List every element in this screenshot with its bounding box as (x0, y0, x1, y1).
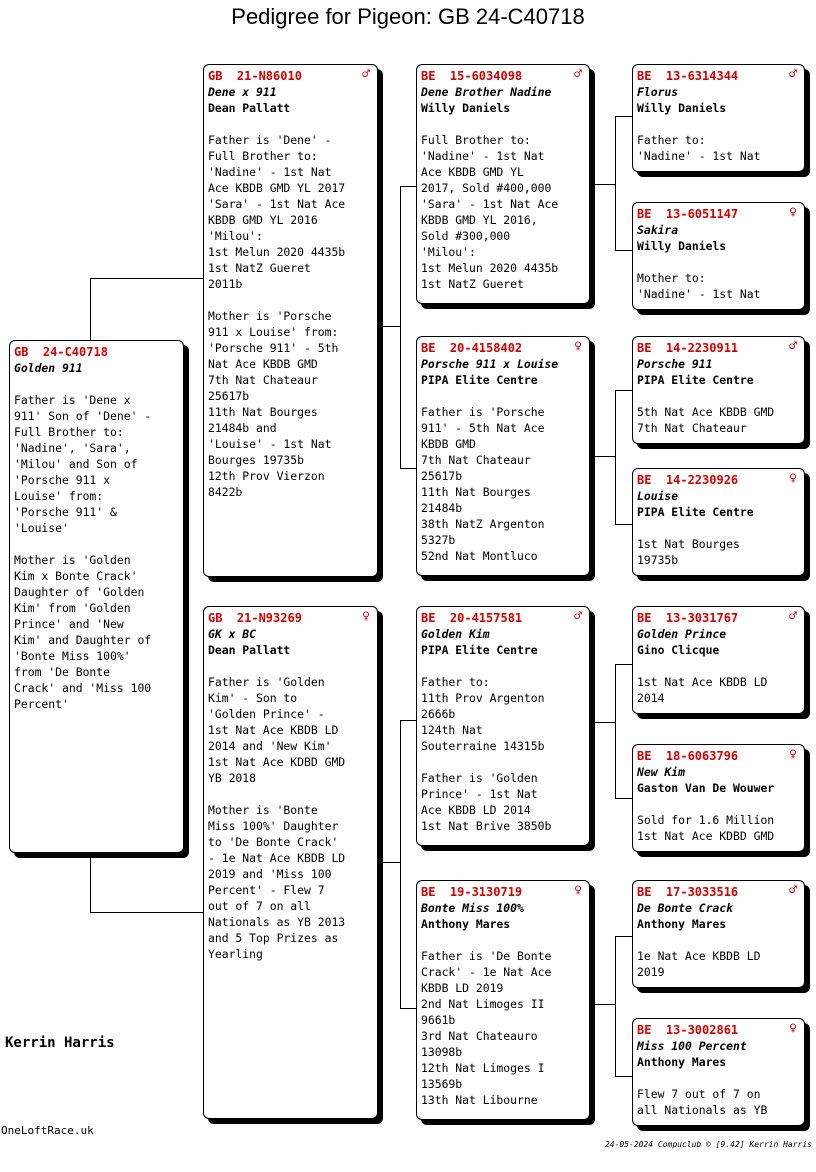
pigeon-name: Dene Brother Nadine (421, 85, 552, 99)
connector-line (615, 250, 632, 251)
pigeon-notes: Flew 7 out of 7 on all Nationals as YB (637, 1087, 768, 1117)
pigeon-notes: Father to: 'Nadine' - 1st Nat (637, 133, 761, 163)
male-icon: ♂ (789, 339, 797, 354)
male-icon: ♂ (789, 883, 797, 898)
pigeon-card-dam-sire-sire[interactable] (632, 606, 805, 714)
pigeon-name: Miss 100 Percent (637, 1039, 747, 1053)
pigeon-name: Louise (637, 489, 679, 503)
ring-number: BE 14-2230911 (637, 341, 739, 355)
ring-number: GB 24-C40718 (14, 345, 108, 359)
owner-name: Kerrin Harris (5, 1035, 115, 1051)
connector-line (590, 1004, 615, 1005)
pigeon-name: Porsche 911 (637, 357, 713, 371)
pigeon-card-sire-dam-dam[interactable] (632, 468, 805, 576)
connector-line (590, 456, 615, 457)
ring-number: BE 14-2230926 (637, 473, 739, 487)
pigeon-card-dam-dam-dam[interactable] (632, 1018, 805, 1126)
pigeon-name: GK x BC (208, 627, 257, 641)
breeder-name: Willy Daniels (421, 101, 511, 115)
pigeon-card-dam-sire-dam[interactable] (632, 744, 805, 852)
connector-line (615, 936, 632, 937)
pigeon-name: De Bonte Crack (637, 901, 734, 915)
connector-line (615, 936, 616, 1076)
pigeon-card-sire-sire[interactable] (416, 64, 590, 304)
breeder-name: Dean Pallatt (208, 101, 291, 115)
connector-line (378, 862, 400, 863)
breeder-name: PIPA Elite Centre (637, 373, 754, 387)
pigeon-notes: Father is 'Dene x 911' Son of 'Dene' - Full Brother to: 'Nadine', 'Sara', 'Milou' and Son of 'Porsche 911 x Louise' from: 'Porsche 911' & 'Louise' Mother is 'Golden Kim x Bonte Crack' Daughter of 'Golden Kim' from 'Golden Prince' and 'New Kim' and Daughter of 'Bonte Miss 100%' from 'De Bonte Crack' and 'Miss 100 Percent' (14, 393, 152, 711)
pigeon-card-sire-sire-dam[interactable] (632, 202, 805, 310)
connector-line (90, 278, 203, 279)
female-icon: ♀ (574, 883, 582, 898)
pigeon-notes: Father is 'Dene' - Full Brother to: 'Nadine' - 1st Nat Ace KBDB GMD YL 2017 'Sara' - 1st Nat Ace KBDB GMD YL 2016 'Milou': 1st Melun 2020 4435b 1st NatZ Gueret 2011b Mother is 'Porsche 911 x Louise' from: 'Porsche 911' - 5th Nat Ace KBDB GMD 7th Nat Chateaur 25617b 11th Nat Bourges 21484b and 'Louise' - 1st Nat Bourges 19735b 12th Prov Vierzon 8422b (208, 133, 346, 499)
connector-line (615, 664, 632, 665)
pigeon-notes: Father to: 11th Prov Argenton 2666b 124th Nat Souterraine 14315b Father is 'Golden Prince' - 1st Nat Ace KBDB LD 2014 1st Nat Brive 3850b (421, 675, 552, 833)
pigeon-notes: 5th Nat Ace KBDB GMD 7th Nat Chateaur (637, 405, 775, 435)
pigeon-notes: Father is 'Porsche 911' - 5th Nat Ace KBDB GMD 7th Nat Chateaur 25617b 11th Nat Bourges 21484b 38th NatZ Argenton 5327b 52nd Nat Montluco (421, 405, 545, 563)
male-icon: ♂ (789, 67, 797, 82)
pigeon-notes: Mother to: 'Nadine' - 1st Nat (637, 271, 761, 301)
pigeon-card-dam-sire[interactable] (416, 606, 590, 846)
pigeon-card-dam[interactable] (203, 606, 378, 1119)
pigeon-card-sire-sire-sire[interactable] (632, 64, 805, 172)
ring-number: GB 21-N93269 (208, 611, 302, 625)
ring-number: BE 13-6314344 (637, 69, 739, 83)
connector-line (615, 664, 616, 798)
breeder-name: PIPA Elite Centre (421, 643, 538, 657)
ring-number: BE 13-3002861 (637, 1023, 739, 1037)
connector-line (615, 798, 632, 799)
pigeon-name: Golden 911 (14, 361, 83, 375)
connector-line (378, 326, 400, 327)
pigeon-notes: 1st Nat Ace KBDB LD 2014 (637, 675, 768, 705)
pigeon-card-sire-dam-sire[interactable] (632, 336, 805, 444)
connector-line (400, 468, 416, 469)
breeder-name: Willy Daniels (637, 101, 727, 115)
pigeon-card-dam-dam[interactable] (416, 880, 590, 1120)
female-icon: ♀ (789, 471, 797, 486)
male-icon: ♂ (789, 609, 797, 624)
breeder-name: Anthony Mares (637, 1055, 727, 1069)
pigeon-name: Sakira (637, 223, 679, 237)
pigeon-name: Bonte Miss 100% (421, 901, 524, 915)
connector-line (400, 186, 416, 187)
breeder-name: PIPA Elite Centre (637, 505, 754, 519)
pigeon-card-sire[interactable] (203, 64, 378, 577)
connector-line (90, 856, 91, 912)
connector-line (400, 720, 401, 1008)
pigeon-card-dam-dam-sire[interactable] (632, 880, 805, 988)
connector-line (590, 722, 615, 723)
breeder-name: Dean Pallatt (208, 643, 291, 657)
connector-line (615, 116, 632, 117)
connector-line (590, 184, 615, 185)
pigeon-card-sire-dam[interactable] (416, 336, 590, 576)
connector-line (400, 720, 416, 721)
pigeon-name: Porsche 911 x Louise (421, 357, 559, 371)
breeder-name: Anthony Mares (421, 917, 511, 931)
pigeon-name: Golden Prince (637, 627, 727, 641)
pigeon-name: Golden Kim (421, 627, 490, 641)
connector-line (615, 390, 632, 391)
pigeon-name: Dene x 911 (208, 85, 277, 99)
connector-line (90, 912, 203, 913)
connector-line (400, 1008, 416, 1009)
pigeon-notes: 1e Nat Ace KBDB LD 2019 (637, 949, 761, 979)
female-icon: ♀ (789, 747, 797, 762)
male-icon: ♂ (574, 67, 582, 82)
pigeon-notes: Full Brother to: 'Nadine' - 1st Nat Ace KBDB GMD YL 2017, Sold #400,000 'Sara' - 1st Nat Ace KBDB GMD YL 2016, Sold #300,000 'Milou': 1st Melun 2020 4435b 1st NatZ Gueret (421, 133, 559, 291)
ring-number: BE 17-3033516 (637, 885, 739, 899)
connector-line (400, 186, 401, 468)
ring-number: BE 15-6034098 (421, 69, 523, 83)
ring-number: BE 13-6051147 (637, 207, 739, 221)
connector-line (615, 116, 616, 250)
pigeon-notes: 1st Nat Bourges 19735b (637, 537, 740, 567)
connector-line (615, 1076, 632, 1077)
page-title: Pedigree for Pigeon: GB 24-C40718 (231, 4, 585, 29)
breeder-name: Willy Daniels (637, 239, 727, 253)
connector-line (615, 390, 616, 524)
female-icon: ♀ (789, 205, 797, 220)
website-link[interactable]: OneLoftRace.uk (1, 1124, 94, 1137)
female-icon: ♀ (362, 609, 370, 624)
breeder-name: Anthony Mares (637, 917, 727, 931)
ring-number: BE 20-4158402 (421, 341, 523, 355)
pigeon-notes: Father is 'Golden Kim' - Son to 'Golden Prince' - 1st Nat Ace KBDB LD 2014 and 'New Kim' 1st Nat Ace KDBD GMD YB 2018 Mother is 'Bonte Miss 100%' Daughter to 'De Bonte Crack' - 1e Nat Ace KBDB LD 2019 and 'Miss 100 Percent' - Flew 7 out of 7 on all Nationals as YB 2013 and 5 Top Prizes as Yearling (208, 675, 346, 961)
male-icon: ♂ (574, 609, 582, 624)
pigeon-notes: Father is 'De Bonte Crack' - 1e Nat Ace KBDB LD 2019 2nd Nat Limoges II 9661b 3rd Nat Chateauro 13098b 12th Nat Limoges I 13569b 13th Nat Libourne (421, 949, 552, 1107)
ring-number: BE 19-3130719 (421, 885, 523, 899)
pigeon-name: New Kim (637, 765, 686, 779)
pigeon-name: Florus (637, 85, 679, 99)
breeder-name: Gaston Van De Wouwer (637, 781, 775, 795)
ring-number: GB 21-N86010 (208, 69, 302, 83)
footer-text: 24-05-2024 Compuclub © [9.42] Kerrin Harris (604, 1140, 812, 1149)
connector-line (615, 524, 632, 525)
ring-number: BE 13-3031767 (637, 611, 739, 625)
female-icon: ♀ (789, 1021, 797, 1036)
pigeon-card-subject[interactable] (9, 340, 184, 853)
breeder-name: PIPA Elite Centre (421, 373, 538, 387)
connector-line (90, 278, 91, 340)
female-icon: ♀ (574, 339, 582, 354)
pigeon-notes: Sold for 1.6 Million 1st Nat Ace KDBD GMD (637, 813, 775, 843)
ring-number: BE 18-6063796 (637, 749, 739, 763)
breeder-name: Gino Clicque (637, 643, 720, 657)
male-icon: ♂ (362, 67, 370, 82)
ring-number: BE 20-4157581 (421, 611, 523, 625)
